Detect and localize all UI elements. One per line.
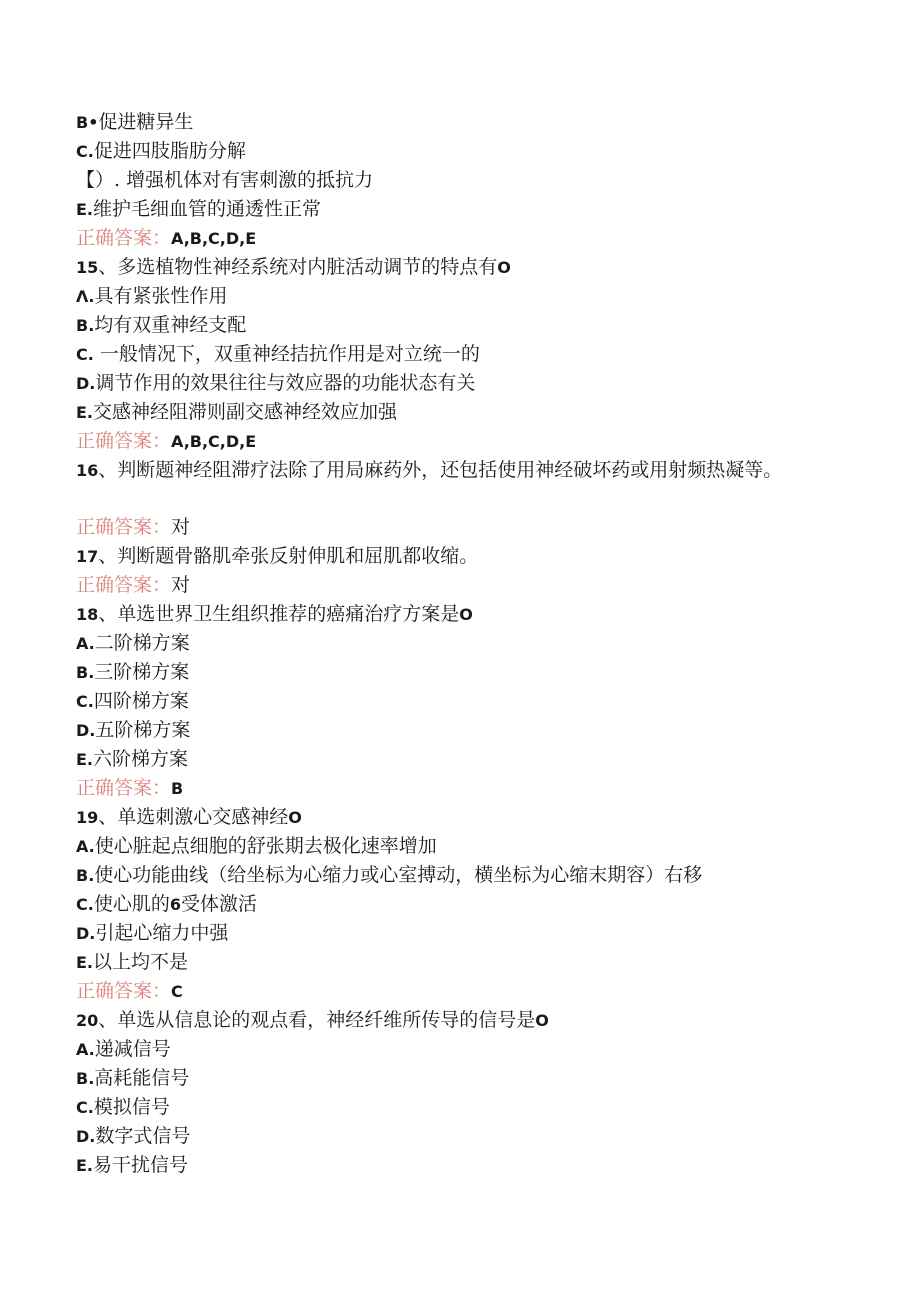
answer-value: 对	[171, 516, 191, 538]
option-text: 均有双重神经支配	[94, 314, 247, 336]
option-line	[76, 195, 836, 224]
option-line	[76, 1035, 836, 1064]
option-line	[76, 108, 836, 137]
question-blank: O	[288, 808, 302, 827]
option-marker: 【）	[76, 169, 115, 191]
answer-value: C	[171, 982, 183, 1001]
question-blank: O	[459, 605, 473, 624]
option-line	[76, 658, 836, 687]
question-text: 、单选从信息论的观点看，神经纤维所传导的信号是	[98, 1009, 536, 1031]
question-line	[76, 456, 821, 485]
option-text: 模拟信号	[93, 1096, 170, 1118]
question-number: 16	[76, 461, 99, 480]
answer-line	[76, 513, 836, 542]
question-number: 20	[76, 1011, 99, 1030]
option-line	[76, 919, 836, 948]
option-line	[76, 890, 836, 919]
option-line	[76, 1151, 836, 1180]
option-text: 促进四肢脂肪分解	[93, 140, 246, 162]
option-text: 使心肌的	[93, 893, 170, 915]
option-marker: B.	[76, 1069, 95, 1088]
answer-line	[76, 571, 836, 600]
option-text: 以上均不是	[93, 951, 189, 973]
option-marker: A.	[76, 1040, 95, 1059]
option-line	[76, 340, 836, 369]
option-text: 高耗能信号	[94, 1067, 190, 1089]
answer-line	[76, 427, 836, 456]
question-line	[76, 600, 836, 629]
answer-label: 正确答案：	[76, 227, 172, 249]
question-line	[76, 803, 836, 832]
answer-line	[76, 977, 836, 1006]
answer-value: A,B,C,D,E	[171, 432, 257, 451]
option-text: 四阶梯方案	[93, 690, 189, 712]
question-text: 、单选世界卫生组织推荐的癌痛治疗方案是	[98, 603, 460, 625]
option-marker: B.	[76, 866, 95, 885]
option-marker: D.	[76, 721, 96, 740]
option-text-2: 受体激活	[180, 893, 257, 915]
option-marker: A.	[76, 634, 95, 653]
option-line	[76, 398, 836, 427]
option-line	[76, 861, 836, 890]
option-text: 一般情况下，双重神经拮抗作用是对立统一的	[93, 343, 480, 365]
option-line	[76, 1093, 836, 1122]
option-text: 三阶梯方案	[94, 661, 190, 683]
option-text: 具有紧张性作用	[94, 285, 228, 307]
answer-value: A,B,C,D,E	[171, 229, 257, 248]
option-line	[76, 629, 836, 658]
option-line	[76, 1064, 836, 1093]
option-text: 促进糖异生	[98, 111, 194, 133]
option-line	[76, 282, 836, 311]
option-line	[76, 832, 836, 861]
question-number: 18	[76, 605, 99, 624]
answer-label: 正确答案：	[76, 430, 172, 452]
question-number: 17	[76, 547, 99, 566]
question-text: 、判断题骨骼肌牵张反射伸肌和屈肌都收缩。	[98, 545, 479, 567]
option-line	[76, 166, 836, 195]
answer-value: B	[171, 779, 184, 798]
option-text: 五阶梯方案	[95, 719, 191, 741]
question-text: 、多选植物性神经系统对内脏活动调节的特点有	[98, 256, 498, 278]
option-marker: B•	[76, 113, 99, 132]
option-marker: D.	[76, 374, 96, 393]
option-marker: A.	[76, 837, 95, 856]
option-text: . 增强机体对有害刺激的抵抗力	[114, 169, 374, 191]
option-marker: E.	[76, 953, 94, 972]
answer-line	[76, 224, 836, 253]
question-line	[76, 1006, 836, 1035]
option-text: 引起心缩力中强	[95, 922, 229, 944]
option-marker: E.	[76, 750, 94, 769]
option-text: 交感神经阻滞则副交感神经效应加强	[93, 401, 398, 423]
option-text: 使心功能曲线（给坐标为心缩力或心室搏动，横坐标为心缩末期容）右移	[94, 864, 703, 886]
option-text: 二阶梯方案	[94, 632, 190, 654]
answer-line	[76, 774, 836, 803]
option-line	[76, 137, 836, 166]
option-marker: D.	[76, 924, 96, 943]
option-line	[76, 311, 836, 340]
question-number: 19	[76, 808, 99, 827]
option-marker: D.	[76, 1127, 96, 1146]
option-text: 递减信号	[94, 1038, 171, 1060]
option-marker: Λ.	[76, 287, 95, 306]
answer-label: 正确答案：	[76, 574, 172, 596]
option-line	[76, 948, 836, 977]
question-text: 、判断题神经阻滞疗法除了用局麻药外，还包括使用神经破坏药或用射频热凝等。	[98, 459, 783, 481]
question-line	[76, 253, 836, 282]
option-text: 易干扰信号	[93, 1154, 189, 1176]
question-text: 、单选刺激心交感神经	[98, 806, 289, 828]
question-line	[76, 542, 836, 571]
answer-label: 正确答案：	[76, 777, 172, 799]
option-marker: E.	[76, 403, 94, 422]
option-text: 使心脏起点细胞的舒张期去极化速率增加	[94, 835, 437, 857]
question-blank: O	[497, 258, 511, 277]
option-text: 调节作用的效果往往与效应器的功能状态有关	[95, 372, 476, 394]
option-marker: B.	[76, 663, 95, 682]
option-marker: C.	[76, 1098, 94, 1117]
option-marker: E.	[76, 200, 94, 219]
option-marker: E.	[76, 1156, 94, 1175]
question-blank: O	[535, 1011, 549, 1030]
option-marker: C.	[76, 142, 94, 161]
answer-label: 正确答案：	[76, 516, 172, 538]
answer-value: 对	[171, 574, 191, 596]
option-marker: C.	[76, 692, 94, 711]
question-number: 15	[76, 258, 99, 277]
option-marker: C.	[76, 345, 94, 364]
option-line	[76, 687, 836, 716]
option-line	[76, 369, 836, 398]
option-line	[76, 745, 836, 774]
option-line	[76, 1122, 836, 1151]
answer-label: 正确答案：	[76, 980, 172, 1002]
option-marker: B.	[76, 316, 95, 335]
option-text: 维护毛细血管的通透性正常	[93, 198, 322, 220]
option-symbol: 6	[169, 895, 181, 914]
option-marker: C.	[76, 895, 94, 914]
option-text: 六阶梯方案	[93, 748, 189, 770]
option-text: 数字式信号	[95, 1125, 191, 1147]
option-line	[76, 716, 836, 745]
